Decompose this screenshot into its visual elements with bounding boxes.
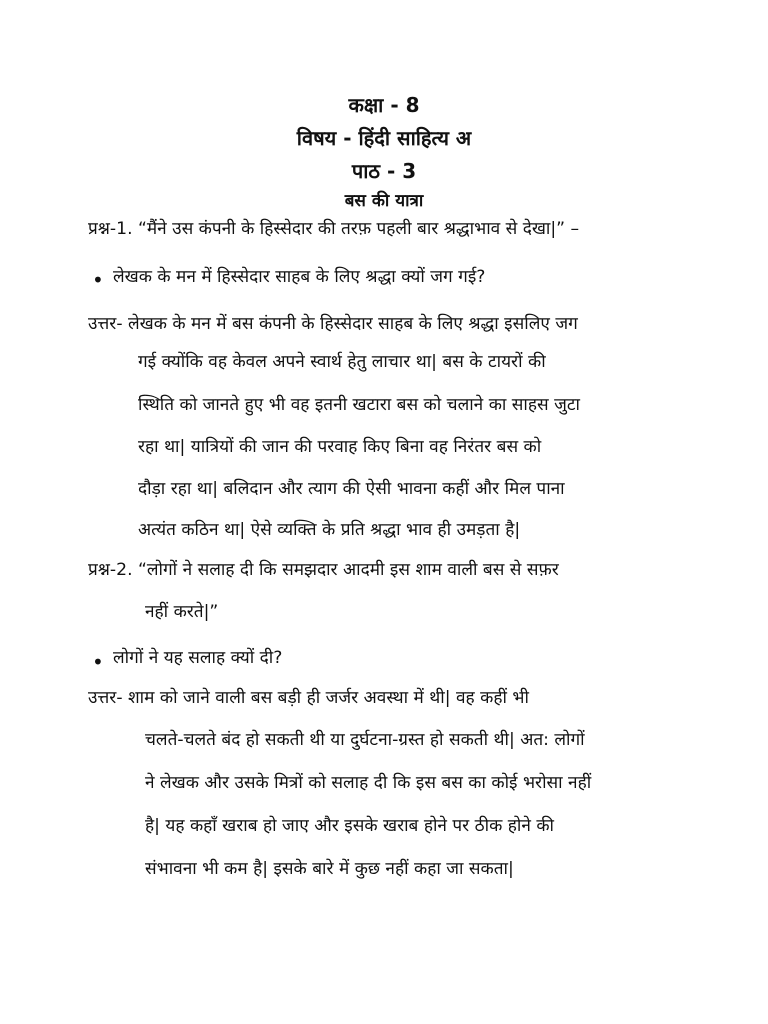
answer-2-line: है| यह कहाँ खराब हो जाए और इसके खराब होने पर ठीक होने की <box>145 816 554 836</box>
lesson-heading: पाठ - 3 <box>351 159 417 183</box>
sub-question-1: लेखक के मन में हिस्सेदार साहब के लिए श्रद्धा क्यों जग गई? <box>113 267 486 287</box>
bullet-icon <box>92 657 102 667</box>
question-2: प्रश्न-2. “लोगों ने सलाह दी कि समझदार आदमी इस शाम वाली बस से सफ़र <box>88 560 559 580</box>
answer-2-line: ने लेखक और उसके मित्रों को सलाह दी कि इस बस का कोई भरोसा नहीं <box>145 773 592 793</box>
answer-1-line: रहा था| यात्रियों की जान की परवाह किए बिना वह निरंतर बस को <box>138 437 542 457</box>
answer-2-line: चलते-चलते बंद हो सकती थी या दुर्घटना-ग्रस्त हो सकती थी| अत: लोगों <box>145 730 585 750</box>
chapter-title: बस की यात्रा <box>344 191 424 211</box>
class-heading: कक्षा - 8 <box>348 93 420 117</box>
answer-2-line: संभावना भी कम है| इसके बारे में कुछ नहीं कहा जा सकता| <box>145 859 514 879</box>
sub-question-2: लोगों ने यह सलाह क्यों दी? <box>113 648 283 668</box>
answer-1-line: उत्तर- लेखक के मन में बस कंपनी के हिस्सेदार साहब के लिए श्रद्धा इसलिए जग <box>88 314 578 334</box>
answer-2-line: उत्तर- शाम को जाने वाली बस बड़ी ही जर्जर अवस्था में थी| वह कहीं भी <box>88 688 529 708</box>
subject-heading: विषय - हिंदी साहित्य अ <box>296 126 472 150</box>
answer-1-line: स्थिति को जानते हुए भी वह इतनी खटारा बस को चलाने का साहस जुटा <box>138 395 580 415</box>
question-1: प्रश्न-1. “मैंने उस कंपनी के हिस्सेदार की तरफ़ पहली बार श्रद्धाभाव से देखा|” – <box>88 219 580 239</box>
question-2-cont: नहीं करते|” <box>145 602 219 622</box>
answer-1-line: दौड़ा रहा था| बलिदान और त्याग की ऐसी भावना कहीं और मिल पाना <box>138 479 565 499</box>
answer-1-line: गई क्योंकि वह केवल अपने स्वार्थ हेतु लाचार था| बस के टायरों की <box>138 352 546 372</box>
answer-1-line: अत्यंत कठिन था| ऐसे व्यक्ति के प्रति श्रद्धा भाव ही उमड़ता है| <box>138 520 521 540</box>
bullet-icon <box>92 275 102 285</box>
